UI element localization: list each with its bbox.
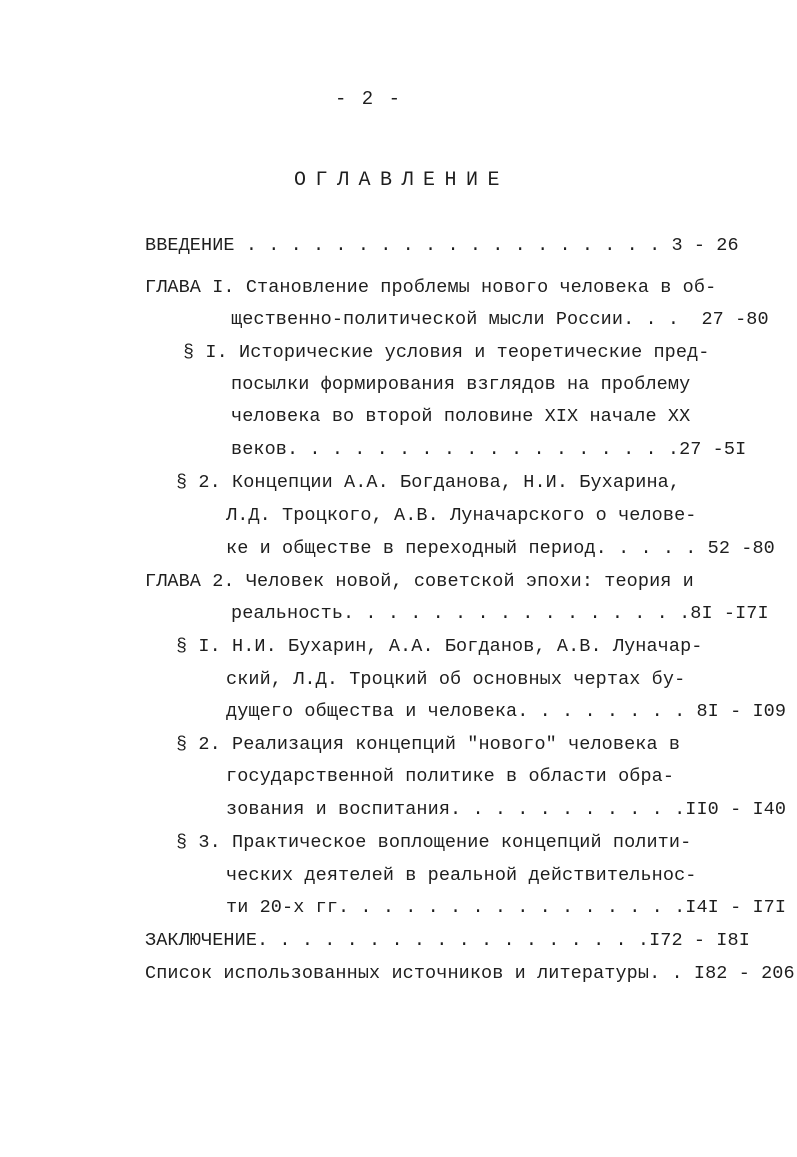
toc-entry-chapter-1-section-2-cont: ке и обществе в переходный период. . . . . 52 -80 xyxy=(226,538,775,559)
toc-entry-chapter-1-section-1-cont: человека во второй половине XIX начале XX xyxy=(231,406,691,427)
toc-entry-chapter-1-section-1: § I. Исторические условия и теоретические пред- xyxy=(183,342,710,363)
toc-entry-chapter-1: ГЛАВА I. Становление проблемы нового человека в об- xyxy=(145,277,717,298)
toc-entry-chapter-1-section-2-cont: Л.Д. Троцкого, А.В. Луначарского о челове- xyxy=(226,505,697,526)
toc-entry-conclusion: ЗАКЛЮЧЕНИЕ. . . . . . . . . . . . . . . . . .I72 - I8I xyxy=(145,930,750,951)
page-number: - 2 - xyxy=(335,88,403,110)
toc-entry-chapter-2-section-2-cont: зования и воспитания. . . . . . . . . . .II0 - I40 xyxy=(226,799,787,820)
toc-entry-chapter-1-section-1-cont: посылки формирования взглядов на проблему xyxy=(231,374,691,395)
toc-entry-chapter-2-section-1-cont: дущего общества и человека. . . . . . . . 8I - I09 xyxy=(226,701,787,722)
toc-entry-chapter-2-section-2: § 2. Реализация концепций "нового" человека в xyxy=(176,734,681,755)
toc-entry-chapter-1-section-1-cont: веков. . . . . . . . . . . . . . . . . .27 -5I xyxy=(231,439,747,460)
toc-entry-bibliography: Список использованных источников и литературы. . I82 - 206 xyxy=(145,963,795,984)
page-title: ОГЛАВЛЕНИЕ xyxy=(294,169,510,192)
toc-entry-introduction: ВВЕДЕНИЕ . . . . . . . . . . . . . . . . . . . 3 - 26 xyxy=(145,235,739,256)
toc-entry-chapter-1-section-2: § 2. Концепции А.А. Богданова, Н.И. Бухарина, xyxy=(176,472,681,493)
toc-entry-chapter-2-cont: реальность. . . . . . . . . . . . . . . .8I -I7I xyxy=(231,603,769,624)
toc-entry-chapter-1-cont: щественно-политической мысли России. . . 27 -80 xyxy=(231,309,769,330)
toc-entry-chapter-2-section-3: § 3. Практическое воплощение концепций полити- xyxy=(176,832,692,853)
toc-entry-chapter-2-section-2-cont: государственной политике в области обра- xyxy=(226,766,675,787)
toc-entry-chapter-2-section-1: § I. Н.И. Бухарин, А.А. Богданов, А.В. Луначар- xyxy=(176,636,703,657)
toc-entry-chapter-2: ГЛАВА 2. Человек новой, советской эпохи: теория и xyxy=(145,571,694,592)
toc-entry-chapter-2-section-3-cont: ти 20-х гг. . . . . . . . . . . . . . . .I4I - I7I xyxy=(226,897,787,918)
toc-entry-chapter-2-section-1-cont: ский, Л.Д. Троцкий об основных чертах бу- xyxy=(226,669,686,690)
toc-entry-chapter-2-section-3-cont: ческих деятелей в реальной действительнос- xyxy=(226,865,697,886)
